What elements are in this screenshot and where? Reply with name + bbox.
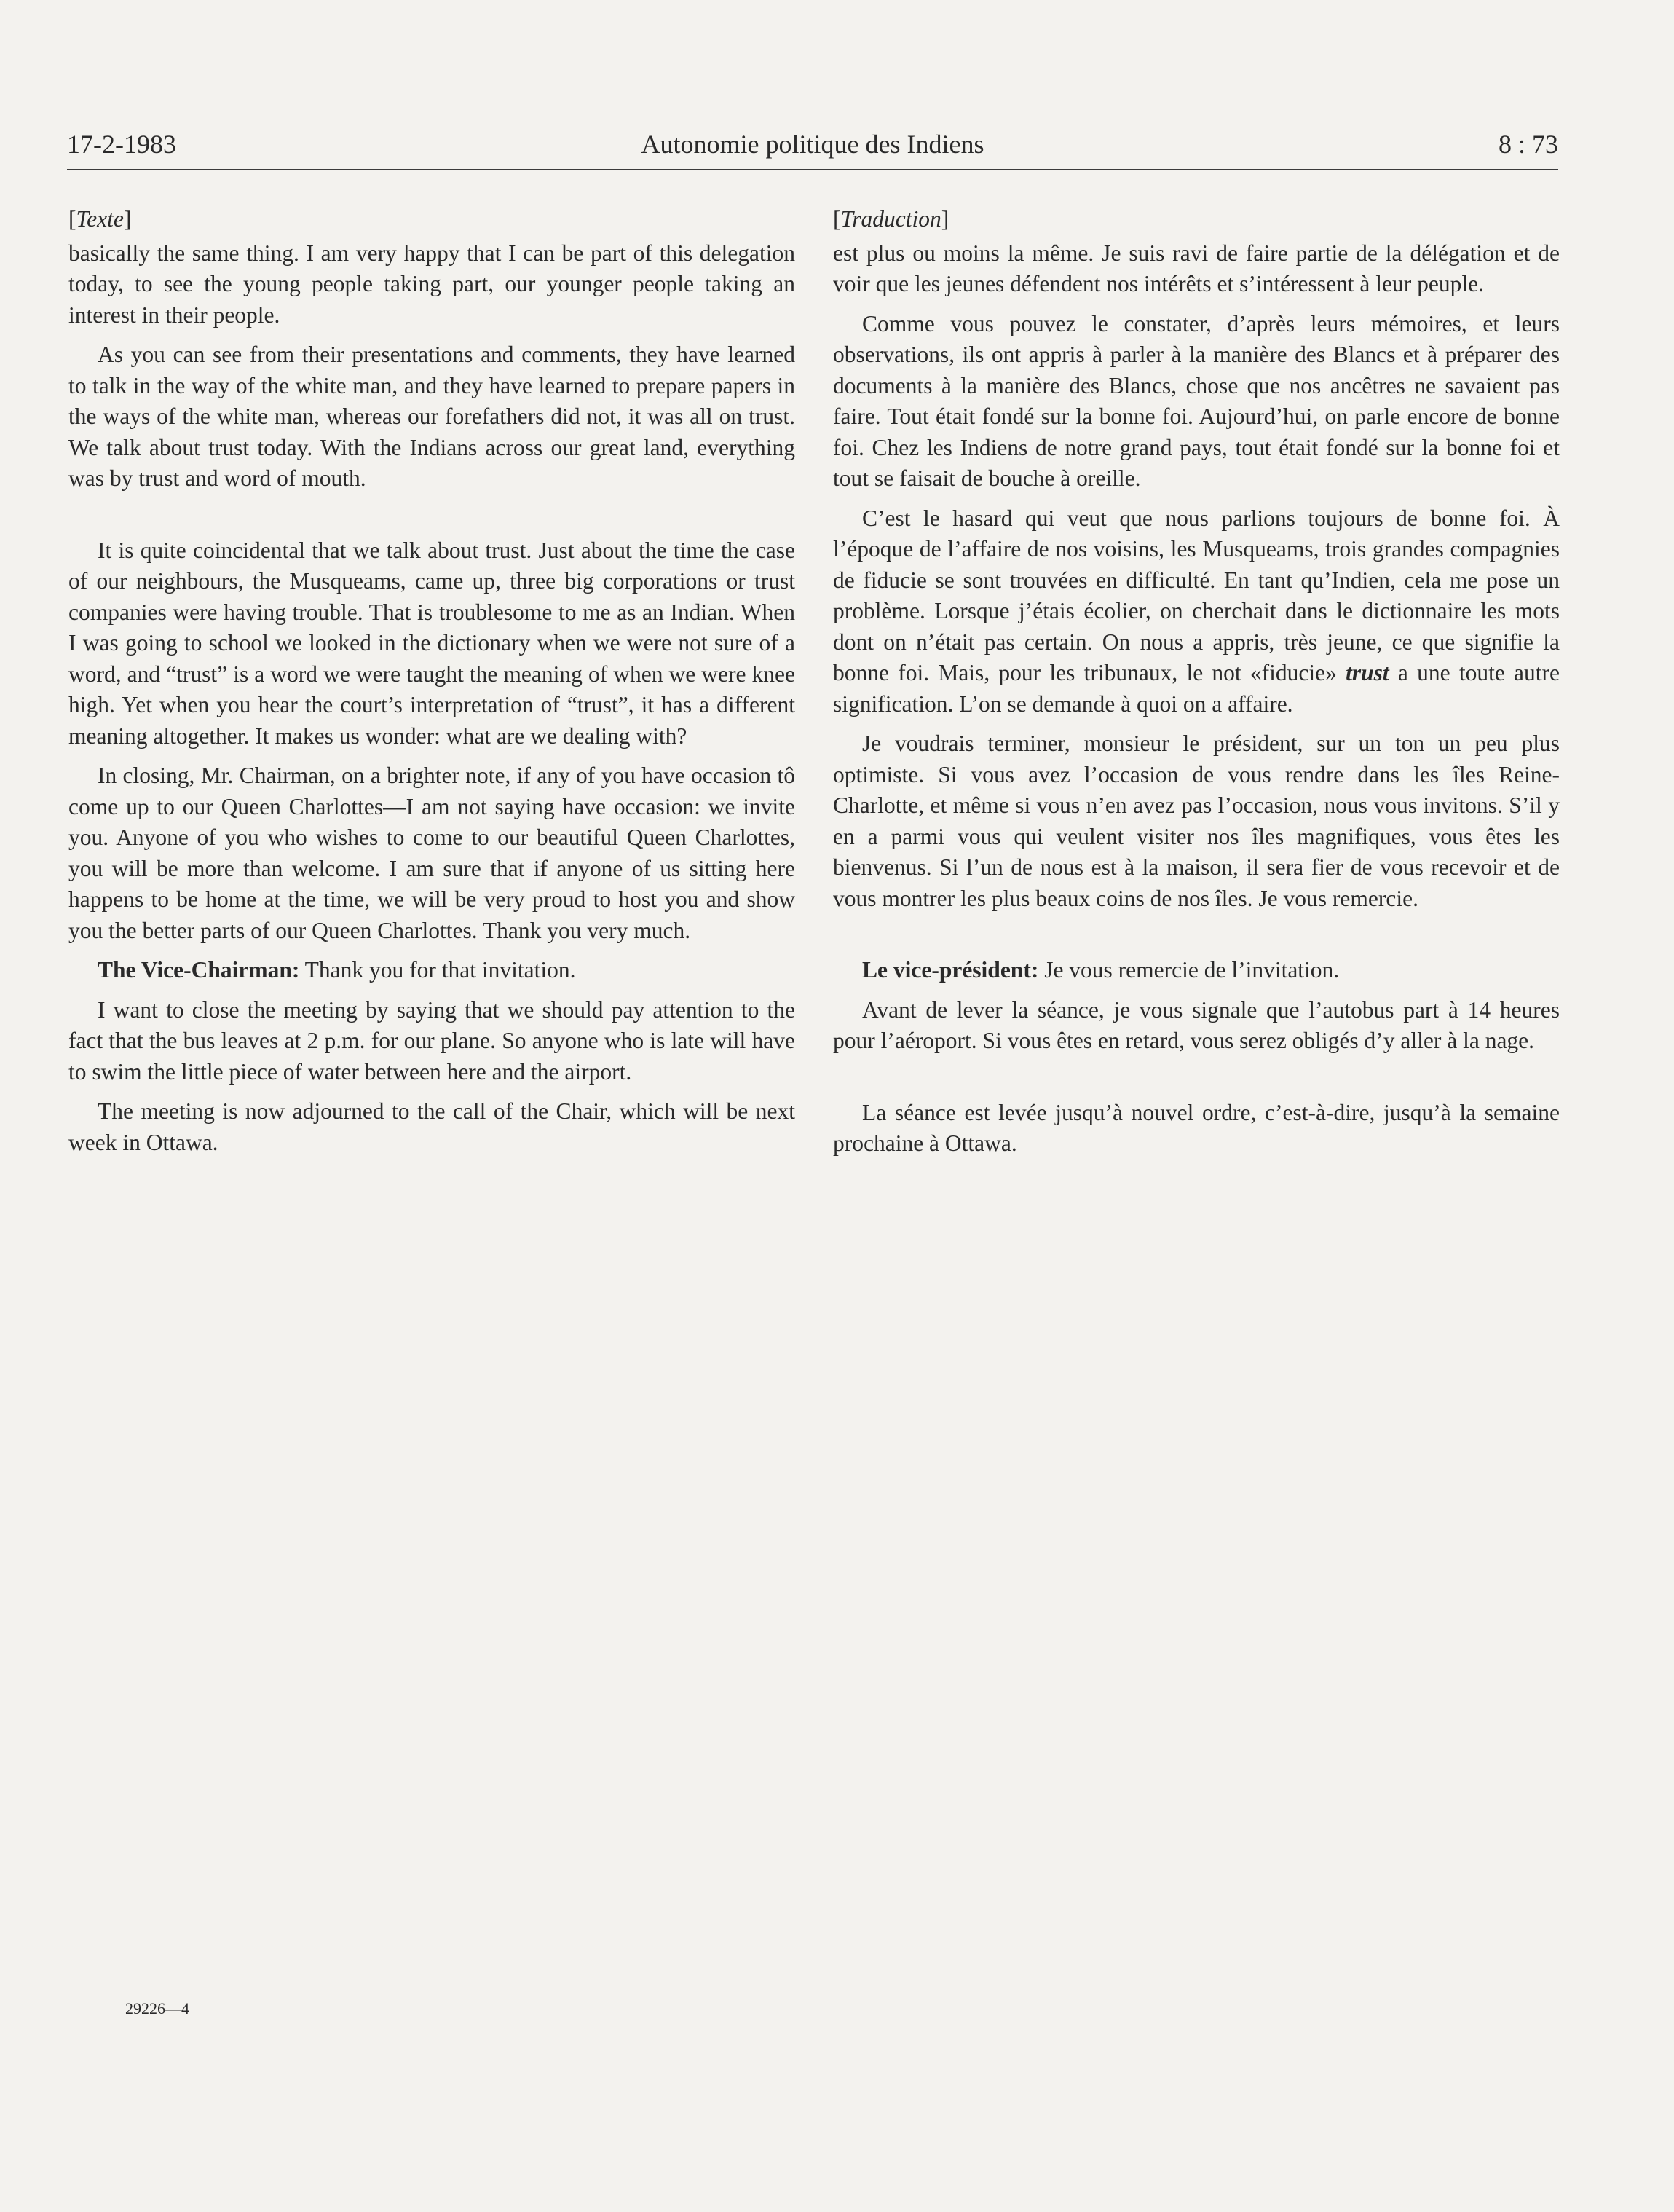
- speaker-name: The Vice-Chairman:: [98, 957, 300, 983]
- paragraph: Avant de lever la séance, je vous signale que l’autobus part à 14 heures pour l’aéroport. Si vous êtes en retard, vous serez obligés d’y aller à la nage.: [833, 996, 1560, 1053]
- print-code: 29226—4: [125, 1999, 189, 2018]
- english-column: [68, 204, 795, 1158]
- paragraph: Comme vous pouvez le constater, d’après leurs mémoires, et leurs observations, ils ont appris à parler à la manière des Blancs et à préparer des documents à la manière des Blancs, chose que nos ancêtres ne savaient pas faire. Tout était fondé sur la bonne foi. Aujourd’hui, on parle encore de bonne foi. Chez les Indiens de notre grand pays, tout était fondé sur la bonne foi et tout se faisait de bouche à oreille.: [833, 310, 1560, 491]
- paragraph: The meeting is now adjourned to the call of the Chair, which will be next week in Ottawa.: [68, 1098, 795, 1155]
- paragraph: It is quite coincidental that we talk about trust. Just about the time the case of our neighbours, the Musqueams, came up, three big corporations or trust companies were having trouble. That is troublesome to me as an Indian. When I was going to school we looked in the dictionary when we were not sure of a word, and “trust” is a word we were taught the meaning of when we were knee high. Yet when you hear the court’s interpretation of “trust”, it has a different meaning altogether. It makes us wonder: what are we dealing with?: [68, 537, 795, 749]
- speaker-paragraph: The Vice-Chairman: Thank you for that invitation.: [98, 957, 576, 983]
- paragraph: basically the same thing. I am very happy that I can be part of this delegation today, to see the young people taking part, our younger people taking an interest in their people.: [68, 240, 795, 328]
- paragraph: C’est le hasard qui veut que nous parlions toujours de bonne foi. À l’époque de l’affaire de nos voisins, les Musqueams, trois grandes compagnies de fiducie se sont trouvées en difficulté. En tant qu’Indien, cela me pose un problème. Lorsque j’étais écolier, on cherchait dans le dictionnaire les mots dont on n’était pas certain. On nous a appris, très jeune, ce que signifie la bonne foi. Mais, pour les tribunaux, le not «fiducie» trust a une toute autre signification. L’on se demande à quoi on a affaire.: [833, 505, 1560, 717]
- speaker-name: Le vice-président:: [862, 957, 1039, 983]
- page-header: [67, 125, 1558, 170]
- french-column: [833, 204, 1560, 1160]
- speaker-paragraph: Le vice-président: Je vous remercie de l’invitation.: [862, 957, 1340, 983]
- header-page-number: 8 : 73: [1498, 130, 1558, 159]
- header-title: Autonomie politique des Indiens: [641, 130, 984, 159]
- paragraph: La séance est levée jusqu’à nouvel ordre, c’est-à-dire, jusqu’à la semaine prochaine à Ottawa.: [833, 1099, 1560, 1156]
- language-label-french: [Traduction]: [833, 206, 949, 232]
- paragraph: As you can see from their presentations and comments, they have learned to talk in the way of the white man, and they have learned to prepare papers in the ways of the white man, whereas our forefathers did not, it was all on trust. We talk about trust today. With the Indians across our great land, everything was by trust and word of mouth.: [68, 342, 795, 491]
- paragraph: Je voudrais terminer, monsieur le président, sur un ton un peu plus optimiste. Si vous avez l’occasion de vous rendre dans les îles Reine-Charlotte, et même si vous n’en avez pas l’occasion, nous vous invitons. S’il y en a parmi vous qui veulent visiter nos îles magnifiques, vous êtes les bienvenus. Si l’un de nous est à la maison, il sera fier de vous recevoir et de vous montrer les plus beaux coins de nos îles. Je vous remercie.: [833, 731, 1560, 911]
- paragraph: est plus ou moins la même. Je suis ravi de faire partie de la délégation et de voir que les jeunes défendent nos intérêts et s’intéressent à leur peuple.: [833, 240, 1560, 296]
- language-label-english: [Texte]: [68, 206, 132, 232]
- paragraph: In closing, Mr. Chairman, on a brighter note, if any of you have occasion tô come up to our Queen Charlottes—I am not saying have occasion: we invite you. Anyone of you who wishes to come to our beautiful Queen Charlottes, you will be more than welcome. I am sure that if anyone of us sitting here happens to be home at the time, we will be very proud to host you and show you the better parts of our Queen Charlottes. Thank you very much.: [68, 763, 795, 943]
- header-date: 17-2-1983: [67, 130, 176, 159]
- paragraph: I want to close the meeting by saying that we should pay attention to the fact that the bus leaves at 2 p.m. for our plane. So anyone who is late will have to swim the little piece of water between here and the airport.: [68, 996, 795, 1085]
